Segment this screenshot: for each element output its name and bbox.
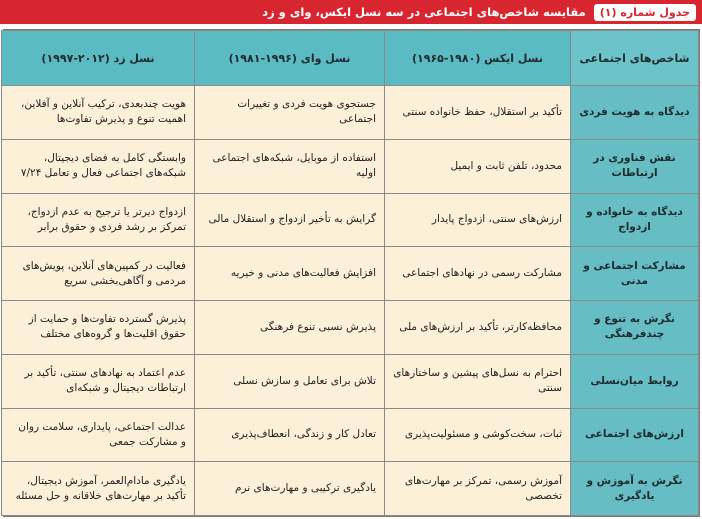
row-label: مشارکت اجتماعی و مدنی [571, 247, 699, 301]
cell-gen-z: عدالت اجتماعی، پایداری، سلامت روان و مشارکت جمعی [2, 408, 195, 462]
table-title: مقایسه شاخص‌های اجتماعی در سه نسل ایکس، وای و زد [262, 5, 586, 19]
table-row [2, 86, 699, 140]
cell-gen-z: فعالیت در کمپین‌های آنلاین، پویش‌های مردمی و آگاهی‌بخشی سریع [2, 247, 195, 301]
cell-gen-z: یادگیری مادام‌العمر، آموزش دیجیتال، تأکید بر مهارت‌های خلاقانه و حل مسئله [2, 462, 195, 516]
header-gen-x: نسل ایکس (۱۹۸۰-۱۹۶۵) [385, 31, 571, 86]
cell-gen-x: تأکید بر استقلال، حفظ خانواده سنتی [385, 86, 571, 140]
header-gen-y: نسل وای (۱۹۹۶-۱۹۸۱) [195, 31, 385, 86]
table-row [2, 354, 699, 408]
table-row [2, 462, 699, 516]
cell-gen-z: هویت چندبعدی، ترکیب آنلاین و آفلاین، اهمیت تنوع و پذیرش تفاوت‌ها [2, 86, 195, 140]
row-label: دیدگاه به خانواده و ازدواج [571, 193, 699, 247]
cell-gen-x: ارزش‌های سنتی، ازدواج پایدار [385, 193, 571, 247]
table-row [2, 193, 699, 247]
cell-gen-z: پذیرش گسترده تفاوت‌ها و حمایت از حقوق اقلیت‌ها و گروه‌های مختلف [2, 301, 195, 355]
cell-gen-z: عدم اعتماد به نهادهای سنتی، تأکید بر ارتباطات دیجیتال و شبکه‌ای [2, 354, 195, 408]
cell-gen-x: محدود، تلفن ثابت و ایمیل [385, 139, 571, 193]
cell-gen-y: یادگیری ترکیبی و مهارت‌های نرم [195, 462, 385, 516]
cell-gen-x: ثبات، سخت‌کوشی و مسئولیت‌پذیری [385, 408, 571, 462]
cell-gen-y: استفاده از موبایل، شبکه‌های اجتماعی اولیه [195, 139, 385, 193]
cell-gen-y: گرایش به تأخیر ازدواج و استقلال مالی [195, 193, 385, 247]
header-indicators: شاخص‌های اجتماعی [571, 31, 699, 86]
table-row [2, 408, 699, 462]
table-caption-bar [0, 0, 702, 24]
cell-gen-x: آموزش رسمی، تمرکز بر مهارت‌های تخصصی [385, 462, 571, 516]
cell-gen-y: تلاش برای تعامل و سازش نسلی [195, 354, 385, 408]
table-row [2, 139, 699, 193]
cell-gen-x: احترام به نسل‌های پیشین و ساختارهای سنتی [385, 354, 571, 408]
cell-gen-y: افزایش فعالیت‌های مدنی و خیریه [195, 247, 385, 301]
cell-gen-z: وابستگی کامل به فضای دیجیتال، شبکه‌های اجتماعی فعال و تعامل ۷/۲۴ [2, 139, 195, 193]
table-number-tag: جدول شماره (۱) [594, 4, 696, 21]
cell-gen-z: ازدواج دیرتر یا ترجیح به عدم ازدواج، تمرکز بر رشد فردی و حقوق برابر [2, 193, 195, 247]
row-label: روابط میان‌نسلی [571, 354, 699, 408]
table-row [2, 301, 699, 355]
row-label: نگرش به تنوع و چندفرهنگی [571, 301, 699, 355]
cell-gen-y: تعادل کار و زندگی، انعطاف‌پذیری [195, 408, 385, 462]
row-label: دیدگاه به هویت فردی [571, 86, 699, 140]
cell-gen-y: پذیرش نسبی تنوع فرهنگی [195, 301, 385, 355]
cell-gen-x: محافظه‌کارتر، تأکید بر ارزش‌های ملی [385, 301, 571, 355]
cell-gen-x: مشارکت رسمی در نهادهای اجتماعی [385, 247, 571, 301]
cell-gen-y: جستجوی هویت فردی و تغییرات اجتماعی [195, 86, 385, 140]
table-header-row [2, 31, 699, 86]
row-label: نگرش به آموزش و یادگیری [571, 462, 699, 516]
row-label: نقش فناوری در ارتباطات [571, 139, 699, 193]
table-row [2, 247, 699, 301]
comparison-table-container [3, 29, 700, 517]
header-gen-z: نسل زد (۲۰۱۲-۱۹۹۷) [2, 31, 195, 86]
generation-comparison-table [1, 30, 699, 516]
row-label: ارزش‌های اجتماعی [571, 408, 699, 462]
